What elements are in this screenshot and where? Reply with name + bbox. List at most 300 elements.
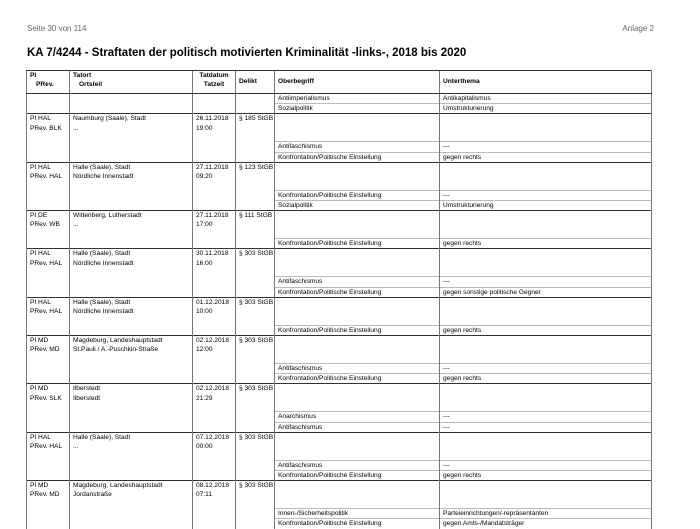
oberbegriff-cell: Antifaschismus [275, 422, 440, 432]
oberbegriff-cell: Antifaschismus [275, 142, 440, 152]
oberbegriff-cell [275, 249, 440, 259]
topic-row [27, 239, 652, 249]
pi-cell: PI MD [27, 481, 70, 491]
topic-cell-tatort [70, 277, 193, 287]
oberbegriff-cell: Konfrontation/Politische Einstellung [275, 471, 440, 481]
gap-cell [275, 316, 440, 325]
topic-cell-datum [193, 201, 236, 211]
topic-cell-datum [193, 152, 236, 162]
pi-cell: PI HAL [27, 114, 70, 124]
topic-cell-delikt [236, 190, 275, 200]
unterthema-cell [440, 259, 652, 268]
topic-cell-pi [27, 239, 70, 249]
gap-cell [193, 403, 236, 412]
delikt-cell: § 111 StGB [236, 211, 275, 221]
gap-cell [27, 268, 70, 277]
gap-cell [440, 268, 652, 277]
oberbegriff-cell [275, 114, 440, 124]
unterthema-cell: --- [440, 460, 652, 470]
topic-cell-pi [27, 142, 70, 152]
oberbegriff-cell: Konfrontation/Politische Einstellung [275, 239, 440, 249]
record-row-sub [27, 490, 652, 499]
header-tatdatum-label: Tatdatum [199, 72, 229, 79]
cont-cell-datum [193, 104, 236, 114]
topic-cell-delikt [236, 519, 275, 529]
record-row [27, 162, 652, 172]
tatdatum-cell: 08.12.2018 [193, 481, 236, 491]
tatort-cell: Ilberstedt [70, 384, 193, 394]
cont-cell-pi [27, 94, 70, 104]
unterthema-cell: --- [440, 422, 652, 432]
gap-cell [236, 268, 275, 277]
continuation-row [27, 104, 652, 114]
topic-cell-delikt [236, 152, 275, 162]
prev-cell: PRev. BLK [27, 124, 70, 133]
topic-cell-pi [27, 519, 70, 529]
ortsteil-cell: Nördliche Innenstadt [70, 259, 193, 268]
topic-cell-tatort [70, 364, 193, 374]
topic-cell-tatort [70, 201, 193, 211]
cont-cell-tatort [70, 94, 193, 104]
topic-cell-delikt [236, 142, 275, 152]
topic-row [27, 509, 652, 519]
gap-cell [275, 354, 440, 363]
topic-row [27, 412, 652, 422]
cont-cell-delikt [236, 104, 275, 114]
unterthema-cell [440, 114, 652, 124]
gap-cell [70, 451, 193, 460]
gap-cell [27, 181, 70, 190]
tatort-cell: Halle (Saale), Stadt [70, 162, 193, 172]
oberbegriff-cell: Antiimperialismus [275, 94, 440, 104]
gap-cell [275, 181, 440, 190]
gap-cell [27, 230, 70, 239]
delikt-cell: § 123 StGB [236, 162, 275, 172]
topic-cell-delikt [236, 201, 275, 211]
unterthema-cell: Umstrukturierung [440, 201, 652, 211]
gap-cell [70, 181, 193, 190]
ortsteil-cell: ... [70, 124, 193, 133]
cont-cell-delikt [236, 94, 275, 104]
gap-cell [27, 354, 70, 363]
topic-row [27, 374, 652, 384]
cont-cell-tatort [70, 104, 193, 114]
topic-cell-datum [193, 364, 236, 374]
pi-cell: PI HAL [27, 249, 70, 259]
unterthema-cell: gegen rechts [440, 239, 652, 249]
table-header [27, 71, 652, 94]
unterthema-cell: gegen Amts-/Mandatsträger [440, 519, 652, 529]
pi-cell: PI HAL [27, 297, 70, 307]
topic-cell-delikt [236, 287, 275, 297]
unterthema-cell [440, 297, 652, 307]
unterthema-cell [440, 432, 652, 442]
tatort-cell: Magdeburg, Landeshauptstadt [70, 336, 193, 346]
gap-cell [70, 354, 193, 363]
tatdatum-cell: 02.12.2018 [193, 384, 236, 394]
topic-cell-delikt [236, 509, 275, 519]
unterthema-cell [440, 249, 652, 259]
header-pi-label: PI [30, 72, 37, 79]
header-oberbegriff: Oberbegriff [275, 71, 440, 94]
gap-cell [440, 403, 652, 412]
ortsteil-cell: Nördliche Innenstadt [70, 307, 193, 316]
gap-cell [27, 133, 70, 142]
oberbegriff-cell [275, 124, 440, 133]
topic-cell-pi [27, 190, 70, 200]
delikt-cell: § 185 StGB [236, 114, 275, 124]
delikt-cell [236, 394, 275, 403]
prev-cell: PRev. HAL [27, 442, 70, 451]
oberbegriff-cell: Antifaschismus [275, 364, 440, 374]
tatzeit-cell: 19:00 [193, 124, 236, 133]
record-row [27, 481, 652, 491]
topic-cell-pi [27, 509, 70, 519]
oberbegriff-cell: Antifaschismus [275, 277, 440, 287]
gap-cell [70, 268, 193, 277]
delikt-cell [236, 307, 275, 316]
record-gap-row [27, 354, 652, 363]
gap-cell [275, 133, 440, 142]
oberbegriff-cell [275, 220, 440, 229]
record-gap-row [27, 181, 652, 190]
pi-cell: PI HAL [27, 432, 70, 442]
gap-cell [440, 451, 652, 460]
tatzeit-cell: 16:00 [193, 259, 236, 268]
delikt-cell: § 303 StGB [236, 249, 275, 259]
oberbegriff-cell [275, 297, 440, 307]
record-gap-row [27, 133, 652, 142]
record-row [27, 297, 652, 307]
unterthema-cell: Antikapitalismus [440, 94, 652, 104]
unterthema-cell [440, 490, 652, 499]
delikt-cell [236, 124, 275, 133]
topic-cell-datum [193, 471, 236, 481]
topic-row [27, 152, 652, 162]
record-gap-row [27, 403, 652, 412]
unterthema-cell: --- [440, 142, 652, 152]
page-header [27, 24, 654, 36]
unterthema-cell: Parteieinrichtungen/-repräsentanten [440, 509, 652, 519]
topic-cell-delikt [236, 325, 275, 335]
oberbegriff-cell: Konfrontation/Politische Einstellung [275, 152, 440, 162]
topic-cell-tatort [70, 374, 193, 384]
record-row-sub [27, 345, 652, 354]
oberbegriff-cell [275, 211, 440, 221]
record-gap-row [27, 268, 652, 277]
delikt-cell: § 303 StGB [236, 336, 275, 346]
topic-row [27, 460, 652, 470]
delikt-cell [236, 345, 275, 354]
oberbegriff-cell [275, 345, 440, 354]
record-row-sub [27, 124, 652, 133]
oberbegriff-cell [275, 432, 440, 442]
tatzeit-cell: 21:29 [193, 394, 236, 403]
delikt-cell: § 303 StGB [236, 432, 275, 442]
gap-cell [27, 451, 70, 460]
unterthema-cell: --- [440, 364, 652, 374]
crime-table [26, 70, 652, 529]
tatdatum-cell: 27.11.2018 [193, 162, 236, 172]
gap-cell [236, 133, 275, 142]
unterthema-cell [440, 220, 652, 229]
gap-cell [193, 354, 236, 363]
tatort-cell: Halle (Saale), Stadt [70, 297, 193, 307]
topic-cell-datum [193, 460, 236, 470]
topic-cell-datum [193, 190, 236, 200]
tatdatum-cell: 30.11.2018 [193, 249, 236, 259]
oberbegriff-cell [275, 307, 440, 316]
gap-cell [236, 403, 275, 412]
topic-cell-delikt [236, 422, 275, 432]
topic-cell-pi [27, 325, 70, 335]
unterthema-cell [440, 345, 652, 354]
topic-cell-datum [193, 239, 236, 249]
tatzeit-cell: 09:20 [193, 172, 236, 181]
unterthema-cell: --- [440, 277, 652, 287]
unterthema-cell [440, 307, 652, 316]
gap-cell [70, 230, 193, 239]
topic-cell-tatort [70, 152, 193, 162]
header-delikt: Delikt [236, 71, 275, 94]
topic-cell-tatort [70, 325, 193, 335]
cont-cell-pi [27, 104, 70, 114]
topic-cell-pi [27, 364, 70, 374]
topic-cell-tatort [70, 460, 193, 470]
gap-cell [27, 500, 70, 509]
oberbegriff-cell: Anarchismus [275, 412, 440, 422]
prev-cell: PRev. MD [27, 345, 70, 354]
tatort-cell: Magdeburg, Landeshauptstadt [70, 481, 193, 491]
prev-cell: PRev. HAL [27, 259, 70, 268]
page-number: Seite 30 von 114 [27, 24, 87, 33]
topic-row [27, 190, 652, 200]
tatdatum-cell: 26.11.2018 [193, 114, 236, 124]
tatzeit-cell: 00:00 [193, 442, 236, 451]
record-row [27, 211, 652, 221]
gap-cell [236, 451, 275, 460]
topic-row [27, 364, 652, 374]
delikt-cell: § 303 StGB [236, 297, 275, 307]
gap-cell [440, 500, 652, 509]
topic-row [27, 287, 652, 297]
gap-cell [193, 230, 236, 239]
topic-cell-delikt [236, 374, 275, 384]
topic-cell-delikt [236, 471, 275, 481]
topic-cell-delikt [236, 460, 275, 470]
topic-cell-datum [193, 412, 236, 422]
topic-cell-datum [193, 142, 236, 152]
tatdatum-cell: 02.12.2018 [193, 336, 236, 346]
header-tatzeit-label: Tatzeit [203, 81, 225, 89]
topic-cell-tatort [70, 239, 193, 249]
topic-cell-datum [193, 519, 236, 529]
topic-cell-datum [193, 509, 236, 519]
header-ortsteil-label: Ortsteil [79, 81, 103, 89]
gap-cell [193, 268, 236, 277]
oberbegriff-cell [275, 490, 440, 499]
unterthema-cell: Umstrukturierung [440, 104, 652, 114]
topic-row [27, 201, 652, 211]
oberbegriff-cell [275, 172, 440, 181]
header-tatort-label: Tatort [73, 72, 92, 79]
gap-cell [275, 451, 440, 460]
record-row [27, 384, 652, 394]
gap-cell [236, 500, 275, 509]
unterthema-cell [440, 124, 652, 133]
tatort-cell: Naumburg (Saale), Stadt [70, 114, 193, 124]
tatort-cell: Wittenberg, Lutherstadt [70, 211, 193, 221]
unterthema-cell: --- [440, 412, 652, 422]
topic-cell-tatort [70, 471, 193, 481]
delikt-cell [236, 220, 275, 229]
header-tatdatum [193, 71, 236, 94]
oberbegriff-cell: Antifaschismus [275, 460, 440, 470]
delikt-cell [236, 442, 275, 451]
oberbegriff-cell: Konfrontation/Politische Einstellung [275, 287, 440, 297]
topic-cell-pi [27, 374, 70, 384]
gap-cell [193, 316, 236, 325]
ortsteil-cell: Jordanstraße [70, 490, 193, 499]
oberbegriff-cell: Konfrontation/Politische Einstellung [275, 190, 440, 200]
oberbegriff-cell [275, 384, 440, 394]
oberbegriff-cell: Innen-/Sicherheitspolitik [275, 509, 440, 519]
topic-cell-pi [27, 201, 70, 211]
tatzeit-cell: 17:00 [193, 220, 236, 229]
gap-cell [193, 451, 236, 460]
gap-cell [275, 403, 440, 412]
tatort-cell: Halle (Saale), Stadt [70, 432, 193, 442]
unterthema-cell [440, 394, 652, 403]
oberbegriff-cell: Sozialpolitik [275, 104, 440, 114]
gap-cell [275, 230, 440, 239]
ortsteil-cell: Ilberstedt [70, 394, 193, 403]
prev-cell: PRev. SLK [27, 394, 70, 403]
topic-cell-delikt [236, 412, 275, 422]
record-row [27, 114, 652, 124]
topic-cell-tatort [70, 287, 193, 297]
topic-cell-pi [27, 277, 70, 287]
header-unterthema: Unterthema [440, 71, 652, 94]
gap-cell [440, 133, 652, 142]
gap-cell [70, 403, 193, 412]
tatdatum-cell: 27.11.2018 [193, 211, 236, 221]
record-row-sub [27, 259, 652, 268]
delikt-cell [236, 490, 275, 499]
topic-cell-delikt [236, 277, 275, 287]
gap-cell [193, 500, 236, 509]
gap-cell [236, 316, 275, 325]
record-row-sub [27, 442, 652, 451]
delikt-cell: § 303 StGB [236, 481, 275, 491]
oberbegriff-cell: Sozialpolitik [275, 201, 440, 211]
oberbegriff-cell: Konfrontation/Politische Einstellung [275, 325, 440, 335]
topic-cell-tatort [70, 412, 193, 422]
gap-cell [193, 133, 236, 142]
record-row-sub [27, 394, 652, 403]
topic-cell-tatort [70, 190, 193, 200]
tatdatum-cell: 07.12.2018 [193, 432, 236, 442]
topic-cell-pi [27, 412, 70, 422]
oberbegriff-cell [275, 162, 440, 172]
record-row [27, 432, 652, 442]
tatdatum-cell: 01.12.2018 [193, 297, 236, 307]
pi-cell: PI MD [27, 336, 70, 346]
gap-cell [27, 316, 70, 325]
record-gap-row [27, 316, 652, 325]
tatzeit-cell: 07:11 [193, 490, 236, 499]
header-pi [27, 71, 70, 94]
unterthema-cell: gegen rechts [440, 152, 652, 162]
attachment-label: Anlage 2 [622, 24, 654, 33]
header-prev-label: PRev. [36, 81, 54, 89]
topic-row [27, 325, 652, 335]
topic-cell-pi [27, 422, 70, 432]
unterthema-cell: gegen rechts [440, 325, 652, 335]
continuation-row [27, 94, 652, 104]
topic-cell-tatort [70, 422, 193, 432]
gap-cell [27, 403, 70, 412]
tatzeit-cell: 12:00 [193, 345, 236, 354]
gap-cell [440, 354, 652, 363]
topic-cell-pi [27, 471, 70, 481]
unterthema-cell [440, 211, 652, 221]
topic-cell-datum [193, 325, 236, 335]
delikt-cell: § 303 StGB [236, 384, 275, 394]
gap-cell [275, 500, 440, 509]
prev-cell: PRev. WB [27, 220, 70, 229]
table-body [27, 94, 652, 529]
unterthema-cell: gegen sonstige politische Gegner [440, 287, 652, 297]
unterthema-cell [440, 172, 652, 181]
record-gap-row [27, 500, 652, 509]
ortsteil-cell: ... [70, 220, 193, 229]
record-gap-row [27, 451, 652, 460]
topic-row [27, 519, 652, 529]
topic-cell-tatort [70, 142, 193, 152]
gap-cell [236, 181, 275, 190]
topic-cell-datum [193, 277, 236, 287]
ortsteil-cell: St.Pauli / A.-Puschkin-Straße [70, 345, 193, 354]
gap-cell [440, 230, 652, 239]
gap-cell [440, 181, 652, 190]
gap-cell [440, 316, 652, 325]
topic-row [27, 471, 652, 481]
pi-cell: PI MD [27, 384, 70, 394]
topic-row [27, 422, 652, 432]
record-row-sub [27, 172, 652, 181]
gap-cell [236, 354, 275, 363]
record-row [27, 336, 652, 346]
prev-cell: PRev. MD [27, 490, 70, 499]
unterthema-cell: gegen rechts [440, 471, 652, 481]
gap-cell [193, 181, 236, 190]
oberbegriff-cell [275, 442, 440, 451]
unterthema-cell: --- [440, 190, 652, 200]
gap-cell [70, 316, 193, 325]
prev-cell: PRev. HAL [27, 172, 70, 181]
prev-cell: PRev. HAL [27, 307, 70, 316]
pi-cell: PI DE [27, 211, 70, 221]
topic-cell-delikt [236, 364, 275, 374]
tatort-cell: Halle (Saale), Stadt [70, 249, 193, 259]
unterthema-cell [440, 162, 652, 172]
unterthema-cell: gegen rechts [440, 374, 652, 384]
topic-cell-datum [193, 287, 236, 297]
document-title: KA 7/4244 - Straftaten der politisch motivierten Kriminalität -links-, 2018 bis 2020 [27, 47, 467, 59]
oberbegriff-cell [275, 259, 440, 268]
oberbegriff-cell [275, 336, 440, 346]
